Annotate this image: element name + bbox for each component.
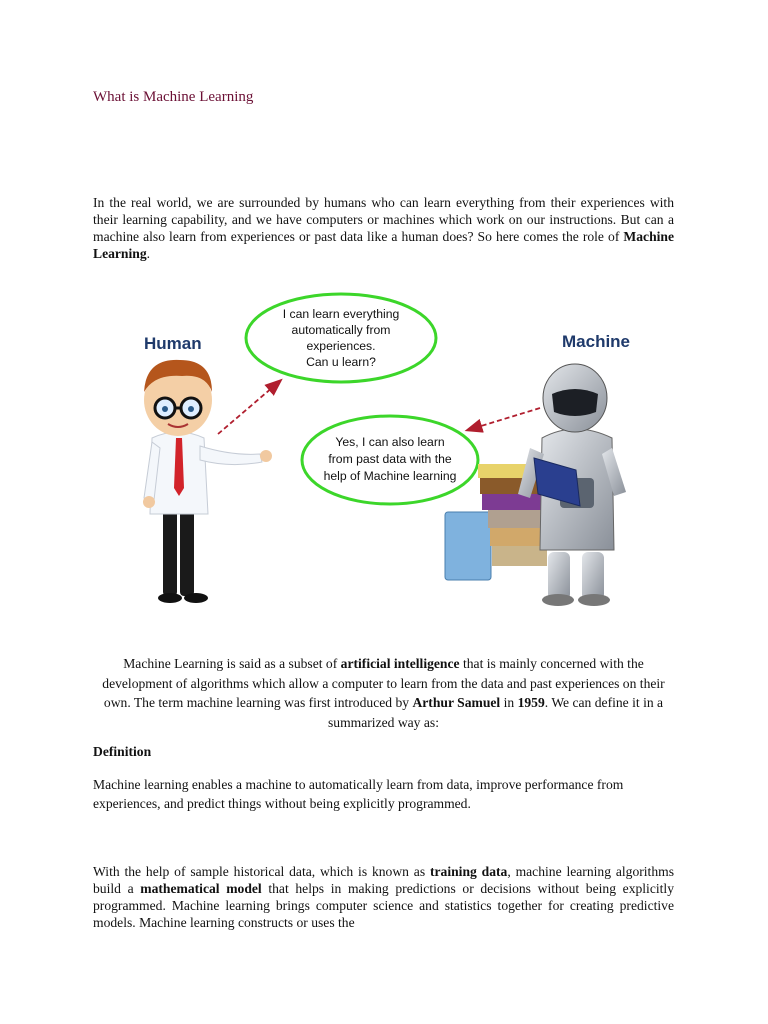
ai-bold-2: Arthur Samuel [412,695,501,710]
bubble1-line-3: experiences. [306,339,376,353]
intro-bold-term: Machine Learning [93,229,674,261]
arrow-machine-to-bubble [468,408,540,430]
bubble2-line-3: help of Machine learning [323,469,457,483]
speech-bubble-machine [302,416,478,504]
human-label: Human [144,334,202,353]
bubble1-line-1: I can learn everything [282,307,400,321]
td-text-1: With the help of sample historical data, which is known as [93,864,430,879]
definition-heading: Definition [93,744,152,759]
intro-end: . [146,246,151,261]
human-figure [143,360,272,603]
ai-text-4: . We can define it in a summarized way as: [328,695,664,730]
intro-paragraph [93,194,674,262]
human-machine-illustration [120,288,650,606]
ai-bold-3: 1959 [517,695,545,710]
td-bold-2: mathematical model [140,881,262,896]
ai-subset-paragraph [93,654,674,732]
bubble1-line-4: Can u learn? [306,355,376,369]
training-data-paragraph [93,863,674,931]
td-text-2: , machine learning algorithms build a [93,864,674,896]
td-text-3: that helps in making predictions or decisions without being explicitly programmed. Machine learning brings computer science and statistics together for creating predictive models. Machine learning constructs or uses the [93,881,674,930]
machine-label: Machine [562,332,631,351]
ai-text-1: Machine Learning is said as a subset of [123,656,341,671]
ai-text-2: that is mainly concerned with the development of algorithms which allow a computer to learn from the data and past experiences on their own. The term machine learning was first introduced by [102,656,665,710]
intro-text: In the real world, we are surrounded by humans who can learn everything from their experiences with their learning capability, and we have computers or machines which work on our instructions. But can a machine also learn from experiences or past data like a human does? So here comes the role of [93,195,674,244]
td-bold-1: training data [429,864,508,879]
bubble1-line-2: automatically from [291,323,391,337]
arrow-human-to-bubble [218,381,280,434]
bubble2-line-2: from past data with the [328,452,452,466]
ai-bold-1: artificial intelligence [340,656,460,671]
ai-text-3: in [500,695,518,710]
page-title: What is Machine Learning [93,89,254,105]
bubble2-line-1: Yes, I can also learn [335,435,445,449]
speech-bubble-human [246,294,436,382]
definition-paragraph: Machine learning enables a machine to automatically learn from data, improve performance from experiences, and predict things without being explicitly programmed. [93,777,624,811]
